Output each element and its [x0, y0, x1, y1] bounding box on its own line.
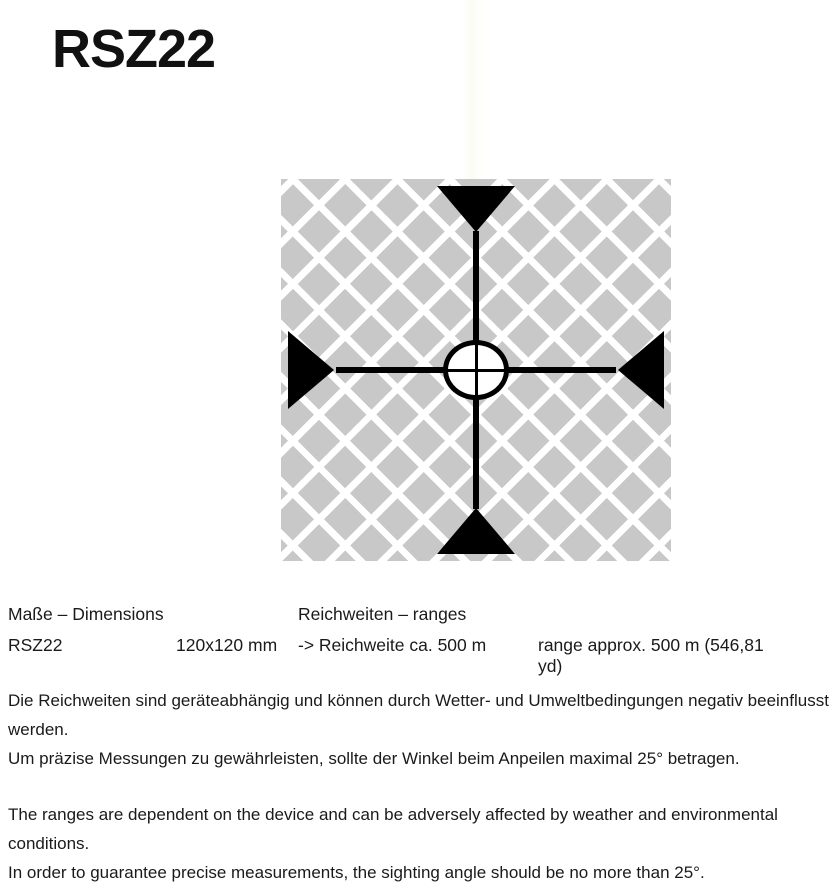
ranges-header: Reichweiten – ranges [298, 604, 467, 624]
note-de-line-1: Die Reichweiten sind geräteabhängig und können durch Wetter- und Umweltbedingungen negativ beeinflusst werden. [8, 691, 829, 739]
arrow-right-icon [288, 331, 334, 409]
arrow-up-icon [437, 508, 515, 554]
specification-table [8, 604, 828, 676]
note-en-line-1: The ranges are dependent on the device and can be adversely affected by weather and environmental conditions. [8, 805, 778, 853]
target-plate [281, 179, 671, 561]
note-en-line-2: In order to guarantee precise measurements, the sighting angle should be no more than 25°. [8, 863, 705, 882]
page-title: RSZ22 [52, 19, 216, 79]
reflector-target-graphic [281, 179, 671, 561]
model-size: 120x120 mm [176, 635, 278, 655]
table-row [8, 635, 828, 676]
footnotes [8, 686, 830, 887]
scan-light-streak [462, 0, 486, 179]
range-english: range approx. 500 m (546,81 yd) [538, 635, 764, 676]
dimensions-header: Maße – Dimensions [8, 604, 164, 624]
spec-header-row [8, 604, 828, 635]
note-de-line-2: Um präzise Messungen zu gewährleisten, sollte der Winkel beim Anpeilen maximal 25° betragen. [8, 749, 740, 768]
notes-gap [8, 773, 830, 800]
range-german: -> Reichweite ca. 500 m [298, 635, 487, 655]
center-circle-icon [443, 340, 509, 400]
arrow-down-icon [437, 186, 515, 232]
model-name: RSZ22 [8, 635, 63, 655]
arrow-left-icon [618, 331, 664, 409]
